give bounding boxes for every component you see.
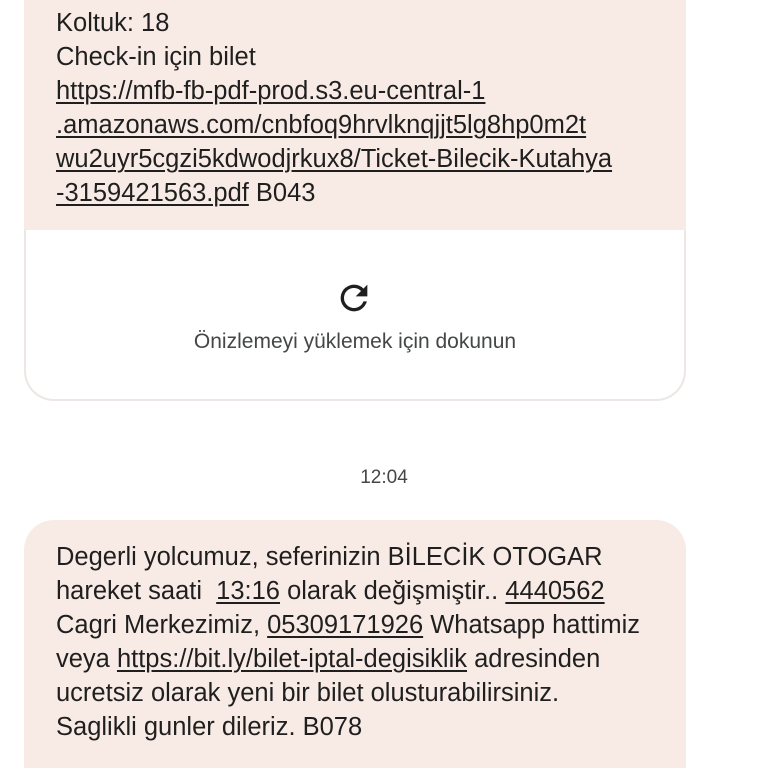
message-2-text: Degerli yolcumuz, seferinizin BİLECİK OTOGAR hareket saati 13:16 olarak değişmiştir.. 4440562 Cagri Merkezimiz, 05309171926 Whatsapp hattimiz veya https://bit.ly/bilet-iptal-degisiklik adresinden ucretsiz olarak yeni bir bilet olusturabilirsiniz. Saglikli gunler dileriz. B078 (56, 543, 640, 741)
message-bubble-1[interactable] (24, 0, 686, 230)
message-bubble-2[interactable] (24, 520, 686, 768)
message-timestamp: 12:04 (360, 467, 408, 488)
cancel-change-url-link[interactable]: https://bit.ly/bilet-iptal-degisiklik (116, 645, 468, 673)
reload-icon[interactable] (334, 278, 374, 318)
message-1-text (56, 6, 666, 210)
seat-line: Koltuk: 18 (56, 9, 170, 37)
whatsapp-phone-link[interactable]: 05309171926 (267, 611, 424, 639)
message-code: B043 (248, 179, 316, 207)
departure-time-link[interactable]: 13:16 (216, 577, 280, 605)
tap-to-load-preview[interactable]: Önizlemeyi yüklemek için dokunun (193, 330, 517, 353)
checkin-line: Check-in için bilet (56, 43, 256, 71)
ticket-pdf-link[interactable]: https://mfb-fb-pdf-prod.s3.eu-central-1 .amazonaws.com/cnbfoq9hrvlknqjjt5lg8hp0m2t wu2uyr5cgzi5kdwodjrkux8/Ticket-Bilecik-Kutahya -3159421563.pdf (56, 77, 613, 207)
call-center-phone-link[interactable]: 4440562 (505, 577, 605, 605)
